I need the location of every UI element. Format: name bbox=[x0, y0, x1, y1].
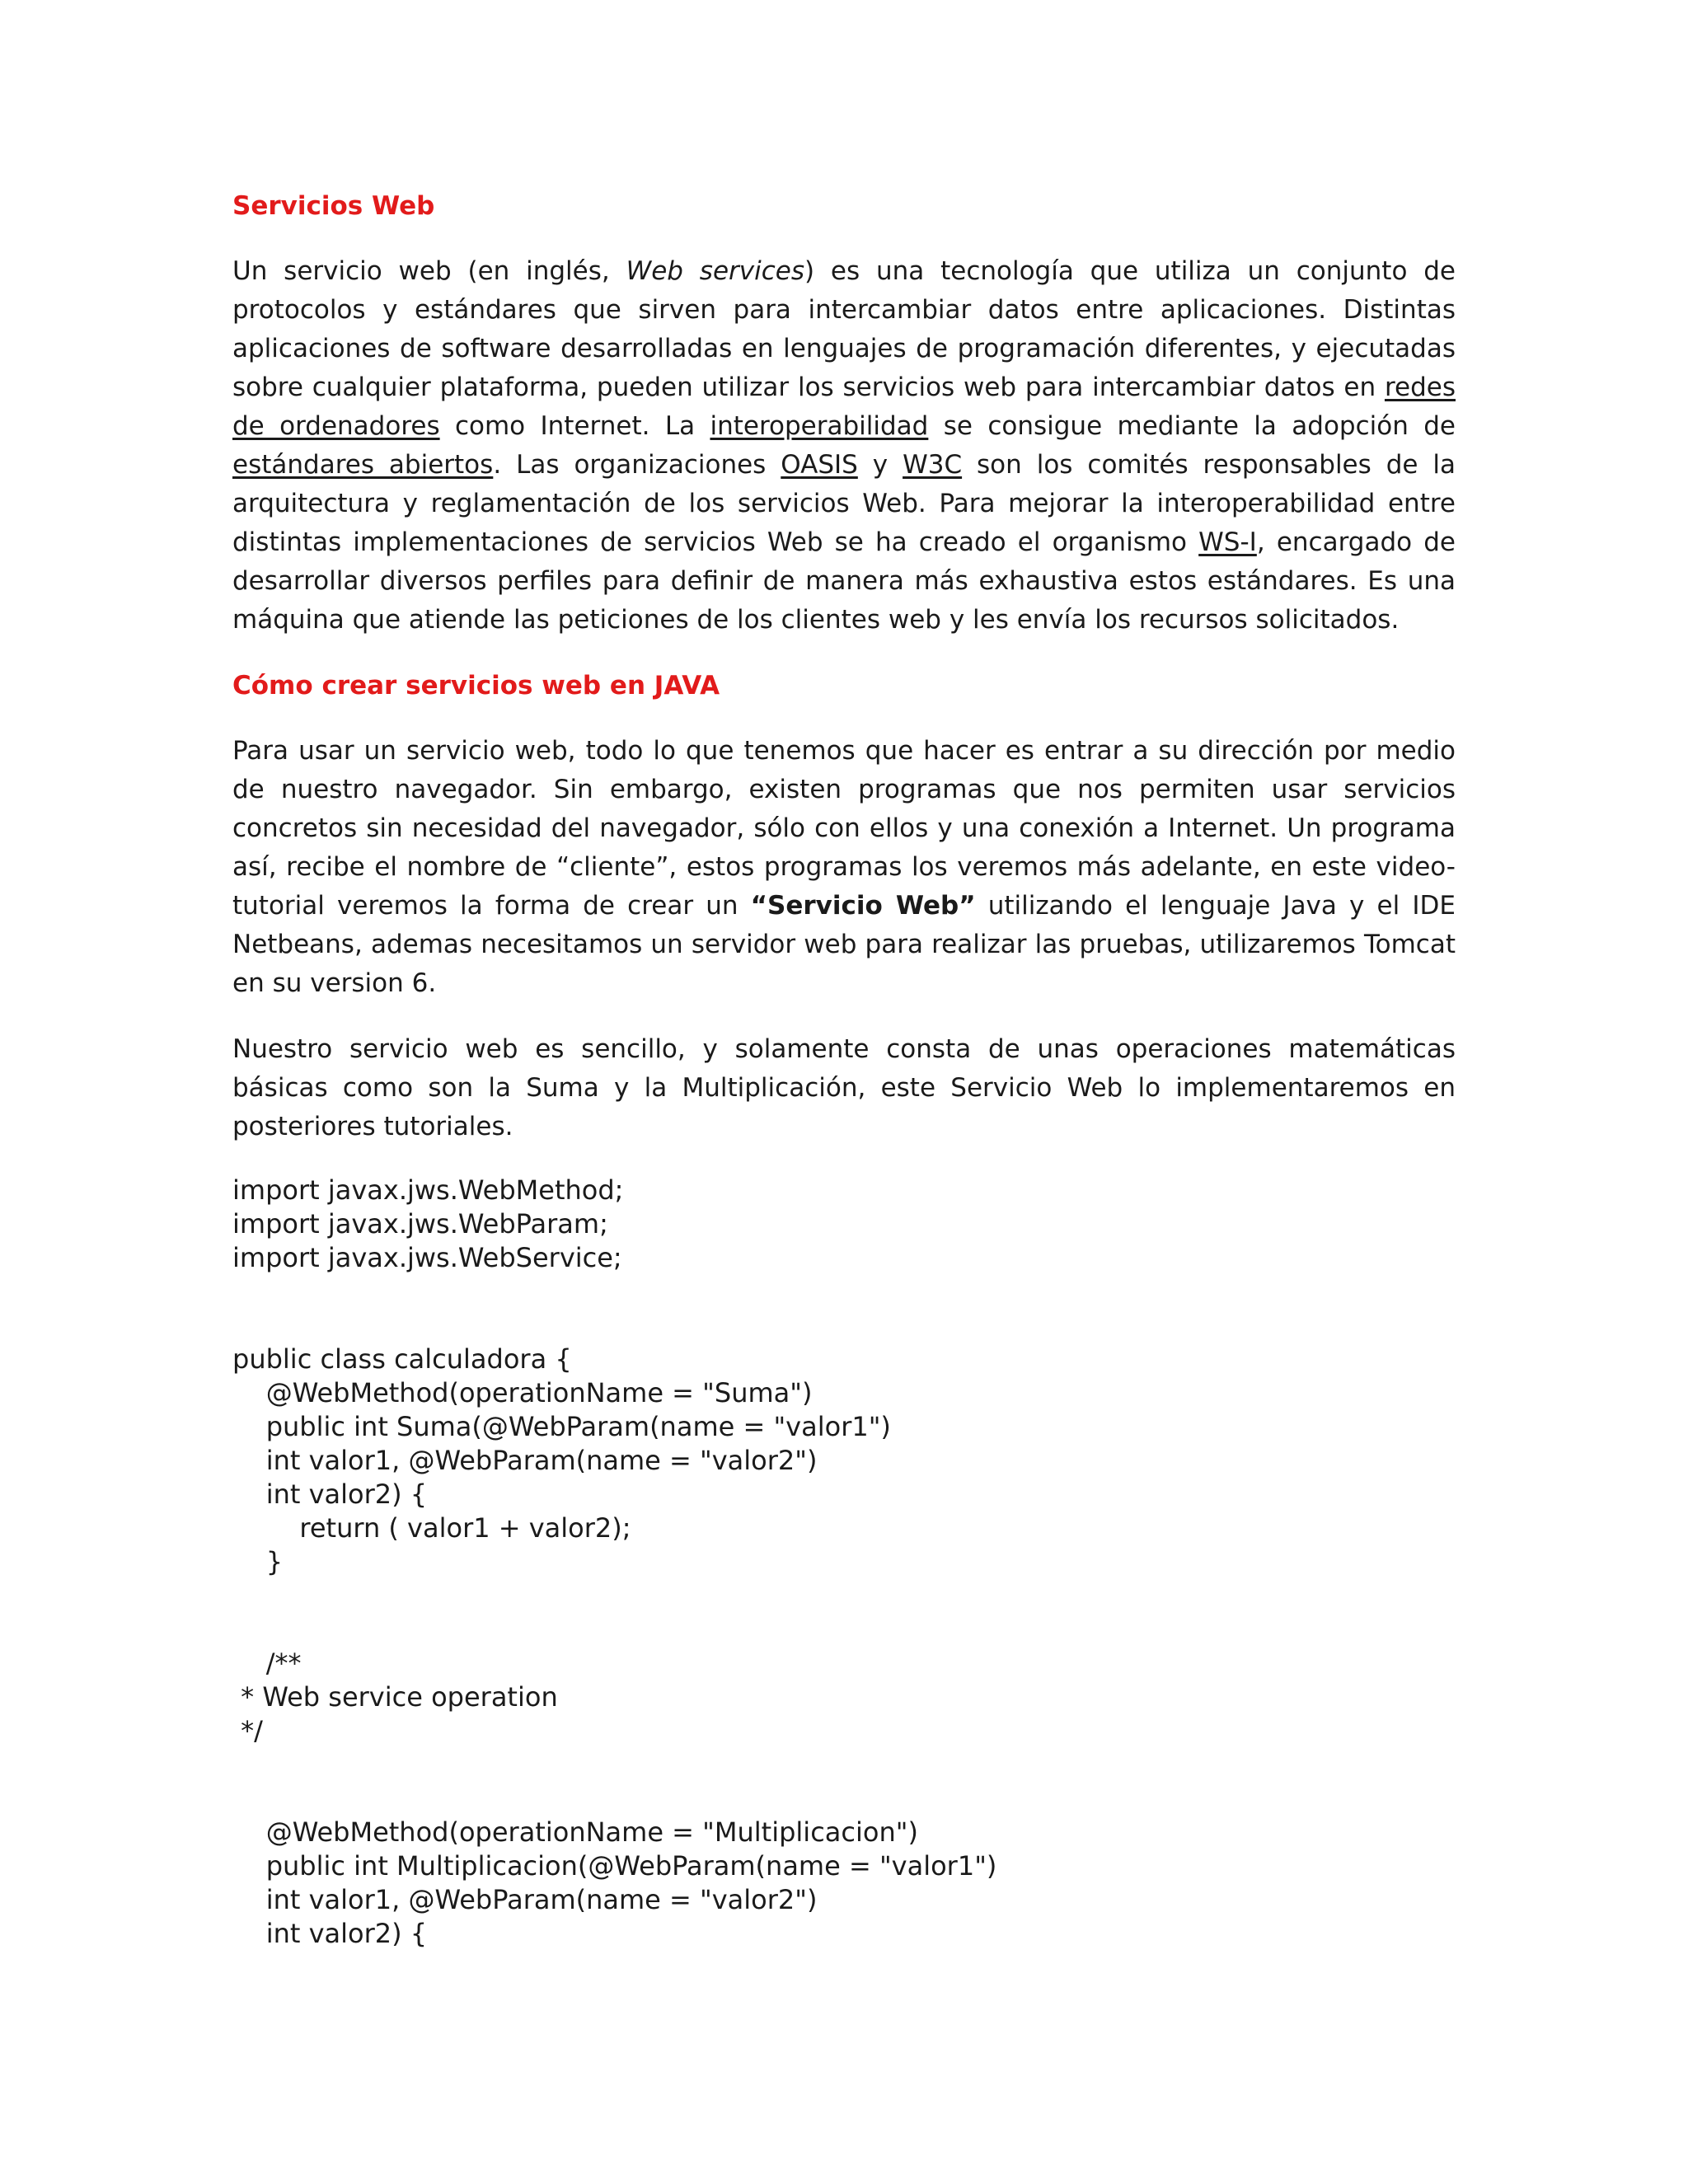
italic-web-services: Web services bbox=[626, 256, 804, 286]
code-block bbox=[232, 1174, 1456, 1951]
code-line: } bbox=[232, 1546, 284, 1577]
link-estandares-abiertos[interactable]: estándares abiertos bbox=[232, 450, 494, 480]
heading-como-crear: Cómo crear servicios web en JAVA bbox=[232, 671, 720, 701]
code-line: import javax.jws.WebParam; bbox=[232, 1208, 608, 1240]
code-line: int valor1, @WebParam(name = "valor2") bbox=[232, 1884, 818, 1915]
bold-servicio-web: “Servicio Web” bbox=[750, 891, 976, 921]
code-line: import javax.jws.WebMethod; bbox=[232, 1174, 624, 1206]
code-line: public class calculadora { bbox=[232, 1343, 572, 1375]
code-line bbox=[232, 1309, 1456, 1343]
code-line: */ bbox=[232, 1715, 263, 1746]
code-line: @WebMethod(operationName = "Suma") bbox=[232, 1377, 813, 1408]
link-interoperabilidad[interactable]: interoperabilidad bbox=[710, 411, 929, 441]
paragraph-nuestro-servicio: Nuestro servicio web es sencillo, y solamente consta de unas operaciones matemáticas básicas como son la Suma y la Multiplicación, este Servicio Web lo implementaremos en posteriores tutoriales. bbox=[232, 1034, 1456, 1141]
code-line: * Web service operation bbox=[232, 1681, 558, 1713]
paragraph-como-usar: Para usar un servicio web, todo lo que tenemos que hacer es entrar a su dirección por medio de nuestro navegador. Sin embargo, existen programas que nos permiten usar servicios concretos sin necesidad del navegador, sólo con ellos y una conexión a Internet. Un programa así, recibe el nombre de “cliente”, estos programas los veremos más adelante, en este video-tutorial veremos la forma de crear un “Servicio Web” utilizando el lenguaje Java y el IDE Netbeans, ademas necesitamos un servidor web para realizar las pruebas, utilizaremos Tomcat en su version 6. bbox=[232, 736, 1456, 998]
code-line: @WebMethod(operationName = "Multiplicacion") bbox=[232, 1816, 918, 1848]
link-w3c[interactable]: W3C bbox=[903, 450, 963, 480]
code-line bbox=[232, 1613, 1456, 1647]
code-line bbox=[232, 1748, 1456, 1782]
code-line: /** bbox=[232, 1647, 302, 1679]
code-line bbox=[232, 1579, 1456, 1613]
link-ws-i[interactable]: WS-I bbox=[1198, 527, 1257, 557]
code-line bbox=[232, 1782, 1456, 1816]
code-line: int valor2) { bbox=[232, 1479, 428, 1510]
document-page bbox=[232, 188, 1456, 1951]
code-line: return ( valor1 + valor2); bbox=[232, 1512, 631, 1544]
code-line: public int Suma(@WebParam(name = "valor1") bbox=[232, 1411, 891, 1442]
code-line bbox=[232, 1275, 1456, 1309]
code-line: public int Multiplicacion(@WebParam(name = "valor1") bbox=[232, 1850, 997, 1882]
paragraph-intro: Un servicio web (en inglés, Web services) es una tecnología que utiliza un conjunto de protocolos y estándares que sirven para intercambiar datos entre aplicaciones. Distintas aplicaciones de software desarrolladas en lenguajes de programación diferentes, y ejecutadas sobre cualquier plataforma, pueden utilizar los servicios web para intercambiar datos en redes de ordenadores como Internet. La interoperabilidad se consigue mediante la adopción de estándares abiertos. Las organizaciones OASIS y W3C son los comités responsables de la arquitectura y reglamentación de los servicios Web. Para mejorar la interoperabilidad entre distintas implementaciones de servicios Web se ha creado el organismo WS-I, encargado de desarrollar diversos perfiles para definir de manera más exhaustiva estos estándares. Es una máquina que atiende las peticiones de los clientes web y les envía los recursos solicitados. bbox=[232, 256, 1456, 635]
code-line: int valor2) { bbox=[232, 1918, 428, 1949]
link-oasis[interactable]: OASIS bbox=[781, 450, 858, 480]
code-line: import javax.jws.WebService; bbox=[232, 1242, 622, 1273]
code-line: int valor1, @WebParam(name = "valor2") bbox=[232, 1445, 818, 1476]
heading-servicios-web: Servicios Web bbox=[232, 191, 435, 221]
link-redes-de-ordenadores[interactable]: redes de ordenadores bbox=[232, 373, 1456, 441]
